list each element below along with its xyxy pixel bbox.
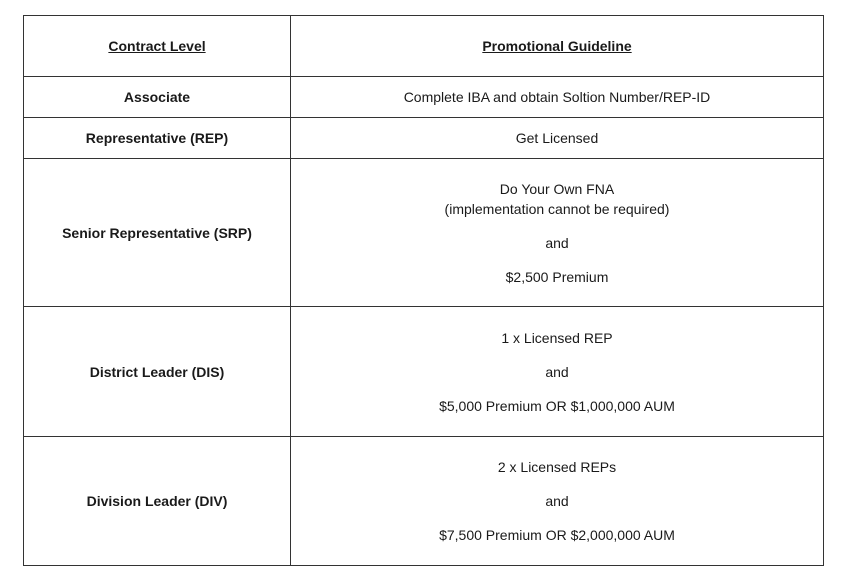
contract-level-cell: Division Leader (DIV) [24,437,291,566]
contract-level-cell: Representative (REP) [24,118,291,159]
guideline-line: (implementation cannot be required) [444,200,670,217]
guideline-cell [291,77,824,118]
guideline-line: 2 x Licensed REPs [497,459,617,475]
guideline-cell [291,307,824,437]
contract-level-cell: Associate [24,77,291,118]
guideline-conjunction: and [545,493,569,509]
guideline-line: Complete IBA and obtain Soltion Number/REP-ID [403,89,711,105]
table-row [24,77,824,118]
guideline-line: 1 x Licensed REP [501,329,613,346]
contract-level-cell: District Leader (DIS) [24,307,291,437]
table-row [24,159,824,307]
guideline-cell [291,118,824,159]
guideline-line: Get Licensed [515,130,599,146]
table-row [24,118,824,159]
table-header-row [24,16,824,77]
table-row [24,437,824,566]
table-row [24,307,824,437]
guideline-line: Do Your Own FNA [499,180,615,197]
guideline-conjunction: and [545,363,569,380]
guideline-line: $2,500 Premium [505,268,609,285]
promotional-guideline-table [23,15,824,566]
guideline-line: $5,000 Premium OR $1,000,000 AUM [439,397,675,414]
guideline-conjunction: and [545,234,569,251]
guideline-cell [291,159,824,307]
guideline-cell [291,437,824,566]
guideline-line: $7,500 Premium OR $2,000,000 AUM [439,527,675,543]
promotional-guideline-header: Promotional Guideline [291,16,824,77]
contract-level-header: Contract Level [24,16,291,77]
contract-level-cell: Senior Representative (SRP) [24,159,291,307]
